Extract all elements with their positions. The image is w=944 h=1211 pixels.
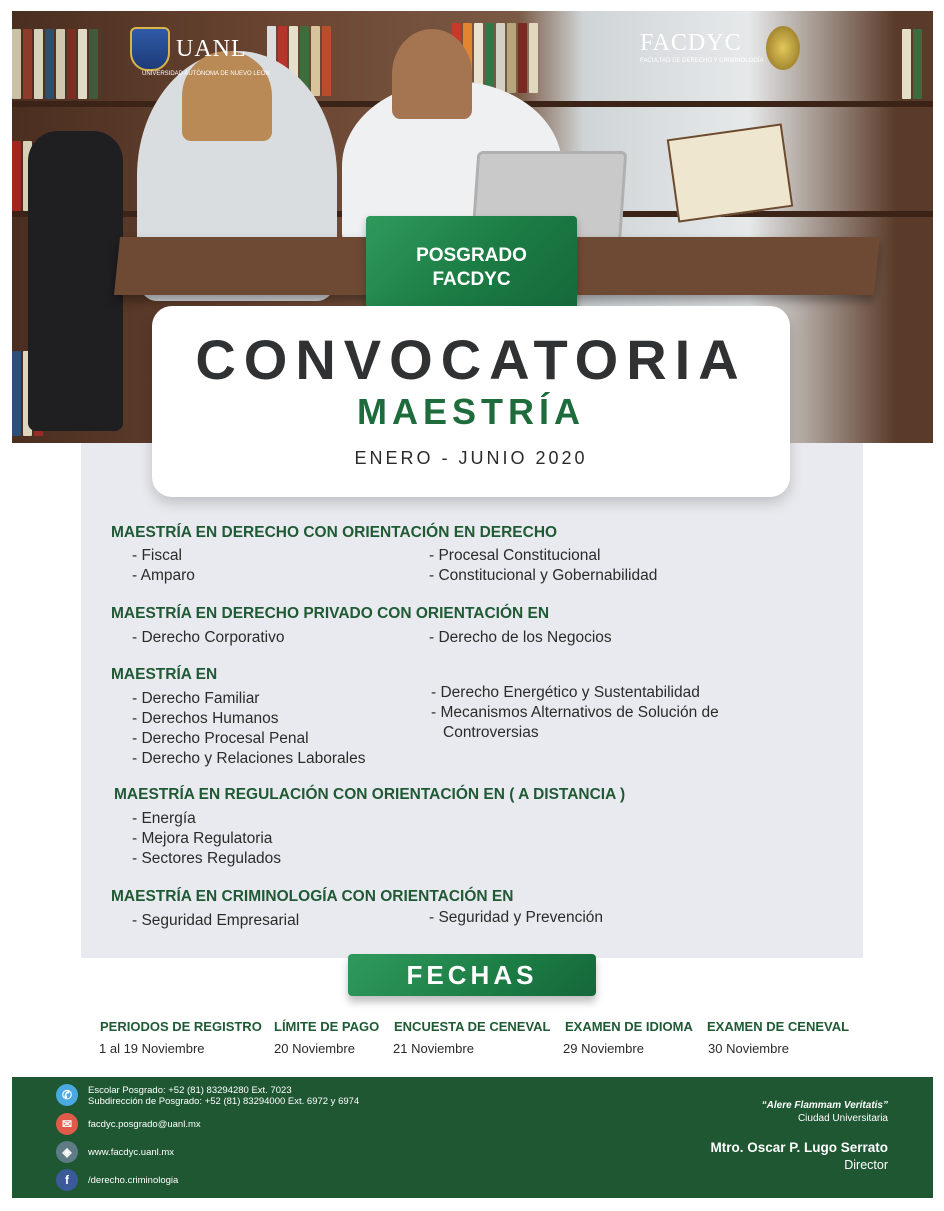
books <box>12 29 98 99</box>
chair <box>28 131 123 431</box>
period-label: ENERO - JUNIO 2020 <box>354 448 588 468</box>
place: Ciudad Universitaria <box>797 1113 888 1124</box>
facdyc-logo <box>640 30 764 64</box>
fechas-title: FECHAS <box>348 954 596 996</box>
phone-line-1: Escolar Posgrado: +52 (81) 83294280 Ext. 7023 <box>88 1085 292 1096</box>
program-heading: MAESTRÍA EN DERECHO PRIVADO CON ORIENTACIÓN EN <box>111 605 550 622</box>
uanl-logo <box>130 27 270 77</box>
uanl-name: UANL <box>176 35 247 62</box>
phone-icon: ✆ <box>56 1084 78 1106</box>
facebook-icon: f <box>56 1169 78 1191</box>
person-man-head <box>392 29 472 119</box>
globe-icon: ◈ <box>56 1141 78 1163</box>
facdyc-emblem-icon <box>766 26 800 70</box>
open-book <box>667 123 794 222</box>
email-link[interactable]: facdyc.posgrado@uanl.mx <box>88 1119 201 1130</box>
date-value: 29 Noviembre <box>563 1041 644 1056</box>
footer <box>12 1077 933 1198</box>
program-item: - Energía <box>132 810 196 827</box>
program-heading: MAESTRÍA EN <box>111 666 218 683</box>
program-item: Controversias <box>443 724 539 741</box>
director-role: Director <box>844 1158 888 1172</box>
phone-line-2: Subdirección de Posgrado: +52 (81) 83294000 Ext. 6972 y 6974 <box>88 1096 360 1107</box>
badge-line1: POSGRADO <box>416 245 527 266</box>
program-item: - Fiscal <box>132 547 182 564</box>
director-name: Mtro. Oscar P. Lugo Serrato <box>710 1140 888 1155</box>
program-item: - Amparo <box>132 567 195 584</box>
uanl-subtitle: UNIVERSIDAD AUTÓNOMA DE NUEVO LEÓN <box>142 71 270 77</box>
mail-icon: ✉ <box>56 1113 78 1135</box>
books <box>902 29 922 99</box>
website-link[interactable]: www.facdyc.uanl.mx <box>88 1147 175 1158</box>
date-label: EXAMEN DE CENEVAL <box>707 1019 850 1034</box>
facdyc-name: FACDYC <box>640 30 742 56</box>
program-item: - Mejora Regulatoria <box>132 830 273 847</box>
program-heading: MAESTRÍA EN REGULACIÓN CON ORIENTACIÓN EN ( A DISTANCIA ) <box>114 786 626 803</box>
date-label: PERIODOS DE REGISTRO <box>100 1019 262 1034</box>
date-label: LÍMITE DE PAGO <box>274 1019 380 1034</box>
date-value: 1 al 19 Noviembre <box>99 1041 205 1056</box>
posgrado-badge <box>366 216 577 320</box>
program-item: - Derecho Energético y Sustentabilidad <box>431 684 700 701</box>
date-value: 30 Noviembre <box>708 1041 789 1056</box>
date-value: 21 Noviembre <box>393 1041 474 1056</box>
program-item: - Seguridad y Prevención <box>429 909 604 926</box>
program-item: - Procesal Constitucional <box>429 547 601 564</box>
program-item: - Derechos Humanos <box>132 710 279 727</box>
program-item: - Sectores Regulados <box>132 850 282 867</box>
badge-line2: FACDYC <box>432 269 511 290</box>
program-item: - Derecho de los Negocios <box>429 629 612 646</box>
title-card <box>152 306 790 497</box>
program-item: - Derecho Procesal Penal <box>132 730 309 747</box>
date-value: 20 Noviembre <box>274 1041 355 1056</box>
program-item: - Constitucional y Gobernabilidad <box>429 567 658 584</box>
program-heading: MAESTRÍA EN DERECHO CON ORIENTACIÓN EN DERECHO <box>111 524 558 541</box>
page-title: CONVOCATORIA <box>195 328 747 391</box>
motto: “Alere Flammam Veritatis” <box>761 1100 888 1111</box>
program-item: - Seguridad Empresarial <box>132 912 300 929</box>
date-label: EXAMEN DE IDIOMA <box>565 1019 693 1034</box>
program-item: - Derecho Familiar <box>132 690 260 707</box>
program-item: - Derecho y Relaciones Laborales <box>132 750 366 767</box>
page-subtitle: MAESTRÍA <box>357 391 585 432</box>
facdyc-subtitle: FACULTAD DE DERECHO Y CRIMINOLOGÍA <box>640 58 764 64</box>
uanl-shield-icon <box>130 27 170 71</box>
date-label: ENCUESTA DE CENEVAL <box>394 1019 551 1034</box>
facebook-link[interactable]: /derecho.criminologia <box>88 1175 179 1186</box>
program-item: - Derecho Corporativo <box>132 629 285 646</box>
program-heading: MAESTRÍA EN CRIMINOLOGÍA CON ORIENTACIÓN EN <box>111 888 514 905</box>
program-item: - Mecanismos Alternativos de Solución de <box>431 704 719 721</box>
